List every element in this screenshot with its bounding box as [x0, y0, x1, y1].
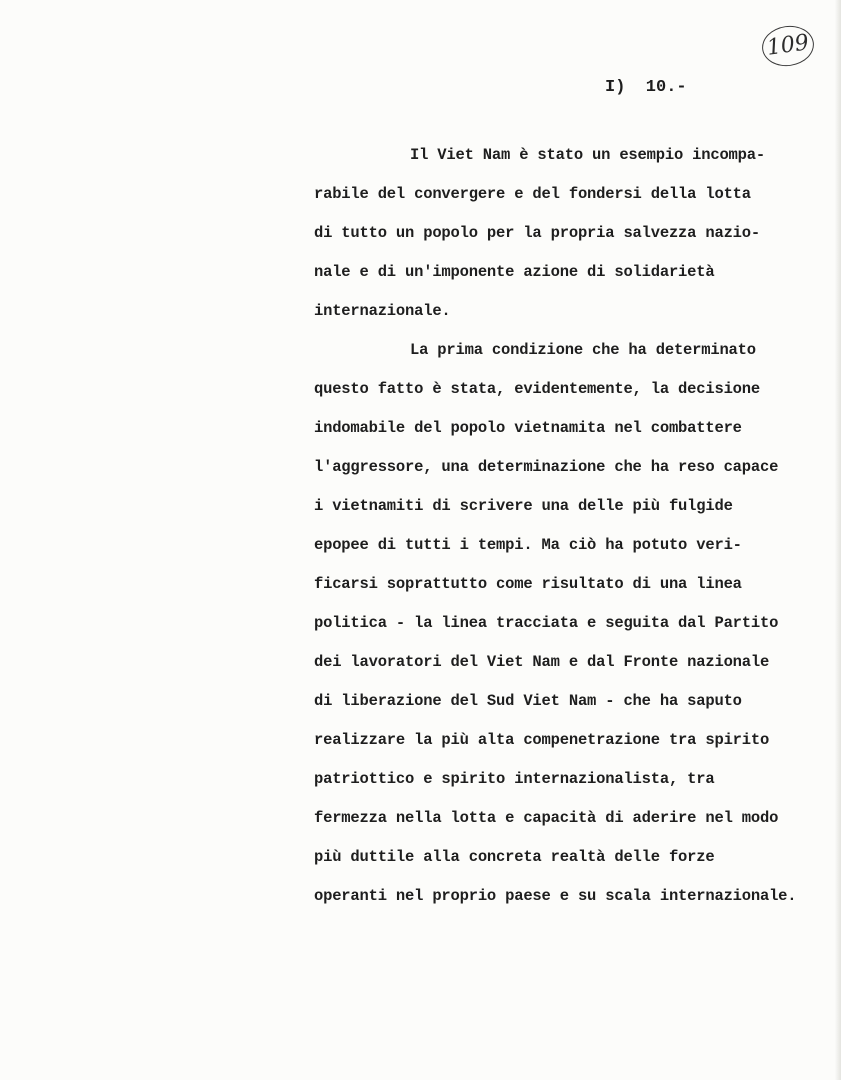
text-line: operanti nel proprio paese e su scala internazionale. — [314, 887, 797, 905]
text-line: politica - la linea tracciata e seguita dal Partito — [314, 614, 779, 632]
handwritten-page-number: 109 — [759, 23, 816, 70]
text-line: La prima condizione che ha determinato — [410, 341, 756, 359]
text-line: epopee di tutti i tempi. Ma ciò ha potuto veri- — [314, 536, 742, 554]
page-edge-shadow — [835, 0, 841, 1080]
text-line: di tutto un popolo per la propria salvezza nazio- — [314, 224, 760, 242]
text-line: questo fatto è stata, evidentemente, la decisione — [314, 380, 760, 398]
text-line: Il Viet Nam è stato un esempio incompa- — [410, 146, 765, 164]
text-line: l'aggressore, una determinazione che ha reso capace — [314, 458, 779, 476]
text-line: ficarsi soprattutto come risultato di una linea — [314, 575, 742, 593]
text-line: i vietnamiti di scrivere una delle più fulgide — [314, 497, 733, 515]
text-line: indomabile del popolo vietnamita nel combattere — [314, 419, 742, 437]
text-line: dei lavoratori del Viet Nam e dal Fronte nazionale — [314, 653, 770, 671]
text-line: rabile del convergere e del fondersi della lotta — [314, 185, 751, 203]
document-body — [314, 136, 838, 916]
text-line: realizzare la più alta compenetrazione tra spirito — [314, 731, 770, 749]
text-line: più duttile alla concreta realtà delle forze — [314, 848, 715, 866]
text-line: patriottico e spirito internazionalista, tra — [314, 770, 715, 788]
text-line: di liberazione del Sud Viet Nam - che ha saputo — [314, 692, 742, 710]
text-line: internazionale. — [314, 302, 451, 320]
text-line: fermezza nella lotta e capacità di aderire nel modo — [314, 809, 779, 827]
text-line: nale e di un'imponente azione di solidarietà — [314, 263, 715, 281]
section-heading: I) 10.- — [605, 78, 687, 97]
